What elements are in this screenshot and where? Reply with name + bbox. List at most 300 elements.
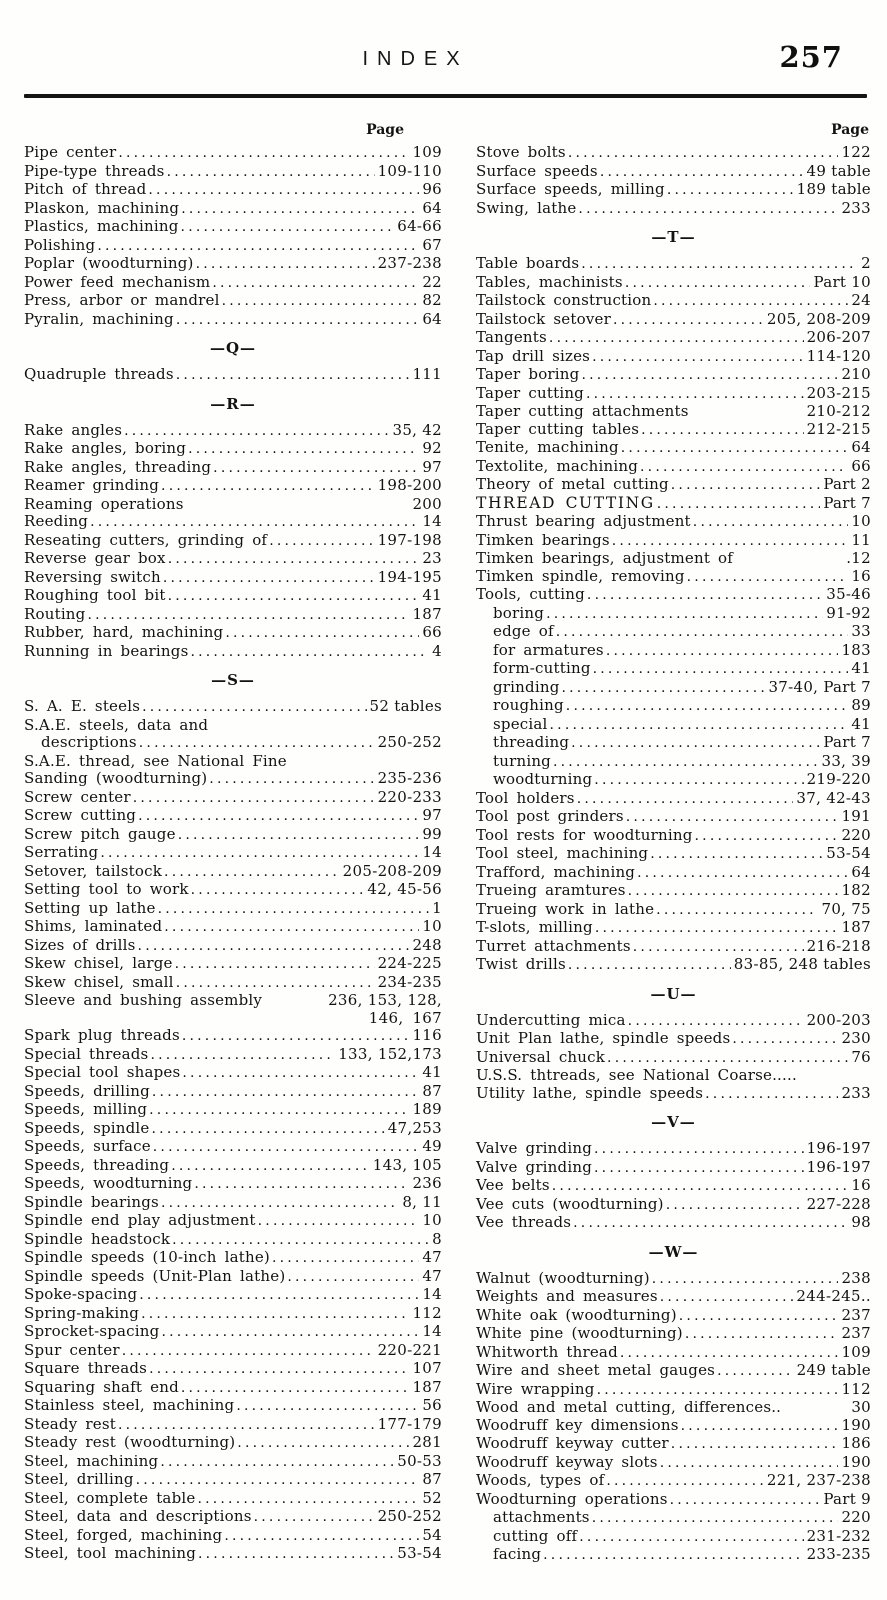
- entry-label: Swing, lathe: [476, 198, 577, 217]
- index-entry: [24, 1379, 442, 1398]
- dot-leader: [650, 845, 823, 864]
- index-entry: [24, 477, 442, 496]
- index-entry: [24, 698, 442, 717]
- index-entry: [24, 844, 442, 863]
- index-entry: [24, 1286, 442, 1305]
- entry-label: Sanding (woodturning): [24, 769, 208, 787]
- entry-label: Theory of metal cutting: [476, 475, 669, 493]
- entry-label: Unit Plan lathe, spindle speeds: [476, 1029, 731, 1047]
- entry-label: Sleeve and bushing assembly: [24, 991, 263, 1009]
- index-entry: [476, 476, 871, 495]
- entry-page: 4: [432, 641, 442, 660]
- entry-label: Running in bearings: [24, 641, 189, 660]
- entry-label: Special tool shapes: [24, 1063, 181, 1081]
- index-entry: [476, 1214, 871, 1233]
- dot-leader: [176, 311, 419, 330]
- index-entry: [24, 900, 442, 919]
- entry-label: Spindle speeds (10-inch lathe): [24, 1248, 270, 1266]
- entry-page: 244-245..: [796, 1287, 871, 1305]
- dot-leader: [160, 1453, 394, 1472]
- entry-page: 177-179: [377, 1414, 442, 1433]
- index-entry: [476, 1509, 871, 1528]
- index-entry: [24, 1471, 442, 1490]
- entry-page: 210-212: [806, 402, 871, 420]
- index-entry: [24, 366, 442, 385]
- dot-leader: [150, 1046, 335, 1065]
- index-entry: [476, 919, 871, 938]
- index-entry: [24, 1212, 442, 1231]
- entry-page: 52: [422, 1488, 442, 1507]
- dot-leader: [717, 1362, 794, 1381]
- dot-leader: [594, 771, 803, 790]
- index-entry: [476, 1288, 871, 1307]
- section-header: —R—: [210, 394, 256, 413]
- index-entry: [476, 403, 871, 421]
- entry-label: Speeds, threading: [24, 1155, 170, 1174]
- entry-page: 49: [422, 1137, 442, 1155]
- entry-label: threading: [493, 733, 570, 751]
- index-entry: [24, 274, 442, 293]
- dot-leader: [161, 477, 375, 496]
- entry-label: Reseating cutters, grinding of: [24, 530, 268, 549]
- index-entry: [24, 1101, 442, 1120]
- entry-label: Tool rests for woodturning: [476, 825, 693, 844]
- entry-page: 198-200: [377, 476, 442, 494]
- entry-page: 194-195: [377, 567, 442, 586]
- index-entry: [476, 458, 871, 477]
- entry-label: Tool post grinders: [476, 807, 624, 825]
- entry-label: Tables, machinists: [476, 272, 623, 291]
- entry-label: Steel, tool machining: [24, 1544, 196, 1562]
- dot-leader: [693, 513, 849, 532]
- index-entry: [476, 532, 871, 551]
- entry-page: 76: [851, 1047, 871, 1066]
- dot-leader: [568, 956, 731, 975]
- entry-label: Walnut (woodturning): [476, 1268, 650, 1287]
- entry-label: Stainless steel, machining: [24, 1396, 235, 1414]
- dot-leader: [142, 698, 366, 717]
- index-entry: [24, 734, 442, 753]
- dot-leader: [581, 366, 838, 385]
- index-entry: [476, 1435, 871, 1454]
- entry-page: 281: [412, 1433, 442, 1451]
- dot-leader: [158, 900, 430, 919]
- entry-label: facing: [493, 1545, 542, 1563]
- index-entry-continuation: 146, 167: [368, 1008, 442, 1027]
- index-entry: [476, 1472, 871, 1491]
- entry-label: special: [493, 714, 548, 733]
- entry-page: 183: [841, 640, 871, 659]
- index-entry: [24, 532, 442, 551]
- dot-leader: [175, 955, 375, 974]
- entry-label: Reeding: [24, 512, 89, 530]
- entry-page: 97: [422, 806, 442, 824]
- index-entry: [24, 587, 442, 606]
- index-entry: [24, 1490, 442, 1509]
- entry-page: Part 2: [823, 475, 871, 493]
- dot-leader: [178, 826, 420, 845]
- dot-leader: [181, 200, 419, 219]
- index-entry: [24, 218, 442, 237]
- entry-page: 112: [841, 1379, 871, 1398]
- dot-leader: [628, 882, 839, 901]
- entry-label: Roughing tool bit: [24, 586, 166, 604]
- index-entry: [24, 624, 442, 643]
- index-entry: [476, 550, 871, 568]
- entry-label: Rake angles: [24, 420, 123, 439]
- index-entry: [24, 1083, 442, 1102]
- entry-page: 89: [851, 696, 871, 714]
- dot-leader: [164, 918, 419, 937]
- dot-leader: [546, 605, 823, 624]
- entry-page: 111: [412, 365, 442, 383]
- dot-leader: [212, 274, 419, 293]
- entry-label: Steady rest: [24, 1414, 116, 1433]
- dot-leader: [695, 827, 839, 846]
- dot-leader: [167, 163, 375, 182]
- page-number: 257: [779, 40, 843, 74]
- entry-label: roughing: [493, 696, 564, 714]
- entry-page: 186: [841, 1434, 871, 1452]
- index-column: [24, 122, 442, 1565]
- index-entry: [24, 606, 442, 625]
- index-entry: [476, 274, 871, 293]
- entry-label: Woodruff keyway slots: [476, 1452, 658, 1471]
- dot-leader: [152, 1083, 419, 1102]
- index-entry: [24, 1453, 442, 1472]
- entry-page: Part 9: [823, 1489, 871, 1508]
- entry-label: Tools, cutting: [476, 585, 585, 603]
- entry-page: 64: [851, 438, 871, 456]
- dot-leader: [171, 1157, 370, 1176]
- entry-page: 212-215: [806, 419, 871, 438]
- entry-label: Rake angles, boring: [24, 439, 187, 457]
- index-entry: [476, 495, 871, 514]
- entry-page: 109: [412, 143, 442, 161]
- index-entry: [476, 697, 871, 716]
- index-entry: [476, 882, 871, 901]
- entry-label: Textolite, machining: [476, 456, 639, 475]
- entry-page: 53-54: [826, 844, 871, 862]
- entry-label: edge of: [493, 622, 554, 640]
- index-entry: [24, 881, 442, 900]
- entry-page: 205, 208-209: [766, 309, 871, 328]
- entry-page: 196-197: [806, 1139, 871, 1157]
- entry-page: 237: [841, 1305, 871, 1324]
- dot-leader: [100, 844, 419, 863]
- entry-page: 220-221: [377, 1340, 442, 1359]
- entry-label: Spur center: [24, 1340, 120, 1359]
- entry-page: 109: [841, 1342, 871, 1361]
- index-entry: [476, 1491, 871, 1510]
- index-entry: [476, 1362, 871, 1381]
- dot-leader: [612, 532, 849, 551]
- index-entry: [476, 385, 871, 404]
- entry-label: Weights and measures: [476, 1287, 658, 1305]
- entry-label: Valve grinding: [476, 1139, 593, 1157]
- index-entry: [24, 311, 442, 330]
- entry-label: attachments: [493, 1508, 590, 1526]
- entry-label: Utility lathe, spindle speeds: [476, 1083, 704, 1102]
- dot-leader: [628, 1012, 804, 1031]
- index-entry: [24, 789, 442, 808]
- index-entry: [24, 550, 442, 569]
- dot-leader: [681, 1417, 839, 1436]
- entry-label: White pine (woodturning): [476, 1324, 683, 1342]
- entry-label: Spring-making: [24, 1303, 140, 1322]
- dot-leader: [237, 1434, 409, 1453]
- dot-leader: [652, 1270, 839, 1289]
- entry-page: 49 table: [806, 161, 871, 180]
- entry-page: 66: [851, 456, 871, 475]
- index-entry: [476, 605, 871, 624]
- index-entry: [476, 1454, 871, 1473]
- section-header: —S—: [211, 671, 255, 689]
- entry-label: Plaskon, machining: [24, 198, 180, 217]
- index-entry: [476, 513, 871, 532]
- index-entry: [24, 937, 442, 956]
- entry-label: grinding: [493, 677, 560, 696]
- index-entry: [476, 679, 871, 698]
- entry-page: 16: [851, 1176, 871, 1194]
- dot-leader: [222, 292, 420, 311]
- dot-leader: [168, 550, 420, 569]
- index-entry: [24, 863, 442, 882]
- index-entry: [476, 1140, 871, 1159]
- entry-page: 23: [422, 549, 442, 567]
- dot-leader: [600, 163, 804, 182]
- dot-leader: [153, 1138, 420, 1157]
- index-entry-text: S.A.E. steels, data and: [24, 715, 209, 734]
- entry-page: .12: [846, 549, 871, 567]
- entry-page: 236: [412, 1174, 442, 1192]
- entry-label: Woodruff keyway cutter: [476, 1434, 669, 1452]
- entry-page: 87: [422, 1470, 442, 1488]
- dot-leader: [543, 1546, 803, 1565]
- dot-leader: [148, 181, 419, 200]
- dot-leader: [172, 1231, 429, 1250]
- entry-page: 64: [422, 309, 442, 328]
- entry-label: Spindle speeds (Unit-Plan lathe): [24, 1266, 286, 1285]
- entry-label: Routing: [24, 604, 86, 623]
- entry-label: Tenite, machining: [476, 438, 619, 456]
- entry-label: Speeds, woodturning: [24, 1174, 193, 1192]
- entry-label: Steel, drilling: [24, 1470, 134, 1488]
- entry-page: 190: [841, 1415, 871, 1434]
- index-entry: [476, 1085, 871, 1104]
- index-entry: [476, 1399, 871, 1417]
- dot-leader: [225, 624, 419, 643]
- entry-page: 189: [412, 1100, 442, 1118]
- entry-page: 233-235: [806, 1545, 871, 1563]
- dot-leader: [594, 1140, 804, 1159]
- entry-page: 2: [861, 254, 871, 272]
- dot-leader: [656, 901, 818, 920]
- entry-label: Wood and metal cutting, differences..: [476, 1398, 782, 1416]
- dot-leader: [592, 348, 804, 367]
- entry-page: 10: [422, 1211, 442, 1229]
- index-entry: [476, 1381, 871, 1400]
- entry-page: 83-85, 248 tables: [733, 955, 871, 973]
- entry-label: Tangents: [476, 328, 547, 346]
- dot-leader: [272, 1249, 419, 1268]
- entry-label: Undercutting mica: [476, 1010, 626, 1029]
- entry-page: 238: [841, 1268, 871, 1287]
- index-entry: [24, 1175, 442, 1194]
- index-entry: [24, 807, 442, 826]
- entry-page: 64-66: [397, 217, 442, 235]
- entry-label: Vee threads: [476, 1213, 572, 1231]
- entry-page: 47,253: [387, 1118, 442, 1137]
- index-entry: [476, 311, 871, 330]
- entry-label: Spindle bearings: [24, 1192, 159, 1211]
- entry-page: 41: [422, 1063, 442, 1081]
- entry-label: Sprocket-spacing: [24, 1322, 160, 1340]
- dot-leader: [161, 1194, 399, 1213]
- dot-leader: [213, 459, 419, 478]
- section-header: —U—: [650, 984, 697, 1003]
- dot-leader: [197, 1490, 419, 1509]
- dot-leader: [549, 329, 804, 348]
- dot-leader: [122, 1342, 375, 1361]
- entry-label: Surface speeds, milling: [476, 180, 665, 198]
- dot-leader: [118, 144, 409, 163]
- dot-leader: [138, 937, 410, 956]
- index-entry: [24, 1268, 442, 1287]
- entry-page: 37-40, Part 7: [768, 677, 871, 696]
- entry-label: Rubber, hard, machining: [24, 623, 224, 641]
- entry-label: S. A. E. steels: [24, 697, 141, 715]
- entry-label: Pipe-type threads: [24, 161, 165, 180]
- index-entry: [476, 1030, 871, 1049]
- dot-leader: [579, 1528, 803, 1547]
- entry-label: Spoke-spacing: [24, 1285, 138, 1303]
- entry-page: 191: [841, 807, 871, 825]
- dot-leader: [209, 770, 374, 789]
- entry-label: cutting off: [493, 1526, 578, 1545]
- index-entry: [476, 753, 871, 772]
- dot-leader: [198, 1545, 394, 1564]
- dot-leader: [191, 881, 365, 900]
- entry-label: Timken spindle, removing: [476, 566, 685, 585]
- entry-page: 64: [851, 862, 871, 881]
- dot-leader: [188, 440, 419, 459]
- entry-label: Speeds, spindle: [24, 1118, 150, 1137]
- entry-page: 91-92: [826, 603, 871, 622]
- entry-label: Steel, data and descriptions: [24, 1507, 252, 1525]
- index-entry: [476, 642, 871, 661]
- dot-leader: [606, 1472, 764, 1491]
- index-entry: [24, 1249, 442, 1268]
- index-entry: [476, 421, 871, 440]
- dot-leader: [136, 1471, 420, 1490]
- index-entry: [476, 1049, 871, 1068]
- dot-leader: [562, 679, 766, 698]
- entry-label: Setover, tailstock: [24, 861, 163, 880]
- dot-leader: [606, 642, 839, 661]
- entry-page: 221, 237-238: [766, 1471, 871, 1489]
- index-columns: [24, 122, 871, 1565]
- index-entry: [476, 716, 871, 735]
- dot-leader: [653, 292, 848, 311]
- index-entry-text: U.S.S. thtreads, see National Coarse.....: [476, 1066, 797, 1084]
- header-rule: [24, 94, 867, 98]
- index-entry: [476, 1270, 871, 1289]
- index-entry: [24, 1527, 442, 1546]
- dot-leader: [568, 144, 839, 163]
- entry-page: 205-208-209: [342, 861, 442, 880]
- entry-page: 187: [841, 918, 871, 936]
- entry-page: 196-197: [806, 1157, 871, 1176]
- entry-label: Quadruple threads: [24, 365, 174, 383]
- index-entry: [24, 292, 442, 311]
- entry-label: form-cutting: [493, 659, 591, 677]
- index-entry: [476, 901, 871, 920]
- dot-leader: [633, 938, 804, 957]
- index-entry: [24, 1545, 442, 1564]
- entry-label: Screw center: [24, 787, 131, 806]
- entry-page: 182: [841, 881, 871, 899]
- entry-page: 116: [412, 1026, 442, 1044]
- entry-label: Vee cuts (woodturning): [476, 1194, 664, 1213]
- entry-page: Part 7: [823, 733, 871, 751]
- dot-leader: [660, 1454, 839, 1473]
- entry-page: 248: [412, 935, 442, 954]
- entry-page: 190: [841, 1452, 871, 1471]
- entry-page: 33, 39: [821, 751, 871, 770]
- index-entry: [476, 660, 871, 679]
- entry-page: 237-238: [377, 254, 442, 272]
- index-entry: [476, 200, 871, 219]
- entry-label: Table boards: [476, 254, 580, 272]
- dot-leader: [586, 385, 804, 404]
- dot-leader: [578, 200, 838, 219]
- entry-page: 187: [412, 1377, 442, 1396]
- entry-page: 143, 105: [372, 1155, 442, 1174]
- dot-leader: [607, 1049, 848, 1068]
- entry-page: 30: [851, 1398, 871, 1416]
- index-entry: [24, 1157, 442, 1176]
- index-entry: [24, 237, 442, 256]
- entry-page: Part 7: [823, 493, 871, 512]
- entry-page: 250-252: [377, 733, 442, 751]
- index-entry: [476, 1344, 871, 1363]
- entry-page: 8: [432, 1229, 442, 1248]
- dot-leader: [641, 421, 803, 440]
- index-entry: [476, 956, 871, 975]
- entry-page: 233: [841, 198, 871, 217]
- index-entry: [476, 1546, 871, 1565]
- entry-page: 203-215: [806, 383, 871, 402]
- entry-label: Vee belts: [476, 1176, 550, 1194]
- index-entry: [476, 181, 871, 200]
- index-entry: [24, 1194, 442, 1213]
- index-entry: [24, 255, 442, 274]
- entry-label: Wire and sheet metal gauges: [476, 1361, 716, 1379]
- index-entry: [24, 1397, 442, 1416]
- entry-label: Squaring shaft end: [24, 1377, 179, 1396]
- index-entry: [476, 348, 871, 367]
- entry-label: Steel, machining: [24, 1451, 159, 1470]
- entry-label: Trafford, machining: [476, 862, 636, 881]
- entry-page: 96: [422, 180, 442, 198]
- dot-leader: [90, 513, 419, 532]
- dot-leader: [687, 568, 849, 587]
- dot-leader: [573, 1214, 848, 1233]
- entry-label: Speeds, drilling: [24, 1081, 150, 1100]
- index-entry: [24, 1120, 442, 1139]
- dot-leader: [182, 1064, 419, 1083]
